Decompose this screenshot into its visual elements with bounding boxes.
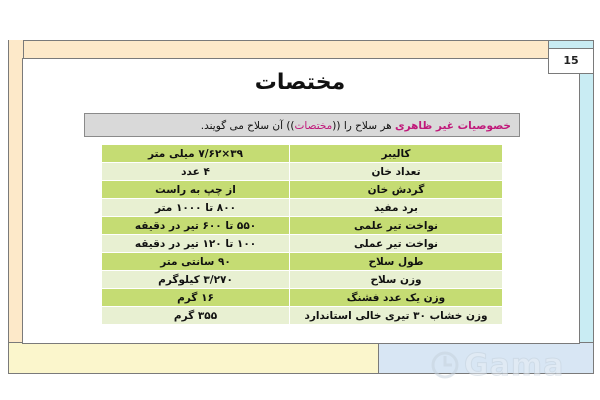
frame-band-top (8, 40, 549, 60)
spec-value: ۳/۲۷۰ کیلوگرم (102, 271, 290, 289)
intro-end: )) آن سلاح می گویند. (200, 120, 295, 132)
spec-label: نواخت تیر علمی (290, 217, 503, 235)
gama-logo-icon (430, 350, 460, 380)
spec-label: وزن خشاب ۳۰ تیری خالی استاندارد (290, 307, 503, 325)
table-row (102, 307, 503, 325)
table-row (102, 199, 503, 217)
spec-value: ۴ عدد (102, 163, 290, 181)
table-row (102, 271, 503, 289)
spec-label: نواخت تیر عملی (290, 235, 503, 253)
spec-value: ۵۵۰ تا ۶۰۰ تیر در دقیقه (102, 217, 290, 235)
table-row (102, 163, 503, 181)
table-row (102, 217, 503, 235)
frame-band-right (578, 72, 594, 342)
intro-highlight: خصوصیات غیر ظاهری (395, 120, 511, 132)
spec-value: ۱۰۰ تا ۱۲۰ تیر در دقیقه (102, 235, 290, 253)
watermark (430, 345, 580, 385)
page-number: 15 (548, 48, 594, 74)
spec-label: برد مفید (290, 199, 503, 217)
spec-label: تعداد خان (290, 163, 503, 181)
table-row (102, 235, 503, 253)
spec-label: وزن یک عدد فشنگ (290, 289, 503, 307)
spec-value: ۳۵۵ گرم (102, 307, 290, 325)
spec-value: ۹۰ سانتی متر (102, 253, 290, 271)
intro-term: مختصات (294, 120, 333, 132)
intro-middle: هر سلاح را (( (332, 120, 395, 132)
spec-value: ۳۹×۷/۶۲ میلی متر (102, 145, 290, 163)
spec-label: وزن سلاح (290, 271, 503, 289)
watermark-text: Gama (464, 347, 565, 383)
spec-value: ۸۰۰ تا ۱۰۰۰ متر (102, 199, 290, 217)
frame-band-bottom (8, 342, 379, 374)
intro-text (84, 113, 520, 137)
spec-label: طول سلاح (290, 253, 503, 271)
spec-value: از چپ به راست (102, 181, 290, 199)
spec-label: گردش خان (290, 181, 503, 199)
specs-table (101, 144, 503, 325)
slide-title: مختصات (254, 70, 346, 95)
table-row (102, 289, 503, 307)
spec-label: کالیبر (290, 145, 503, 163)
spec-value: ۱۶ گرم (102, 289, 290, 307)
table-row (102, 253, 503, 271)
table-row (102, 181, 503, 199)
table-row (102, 145, 503, 163)
